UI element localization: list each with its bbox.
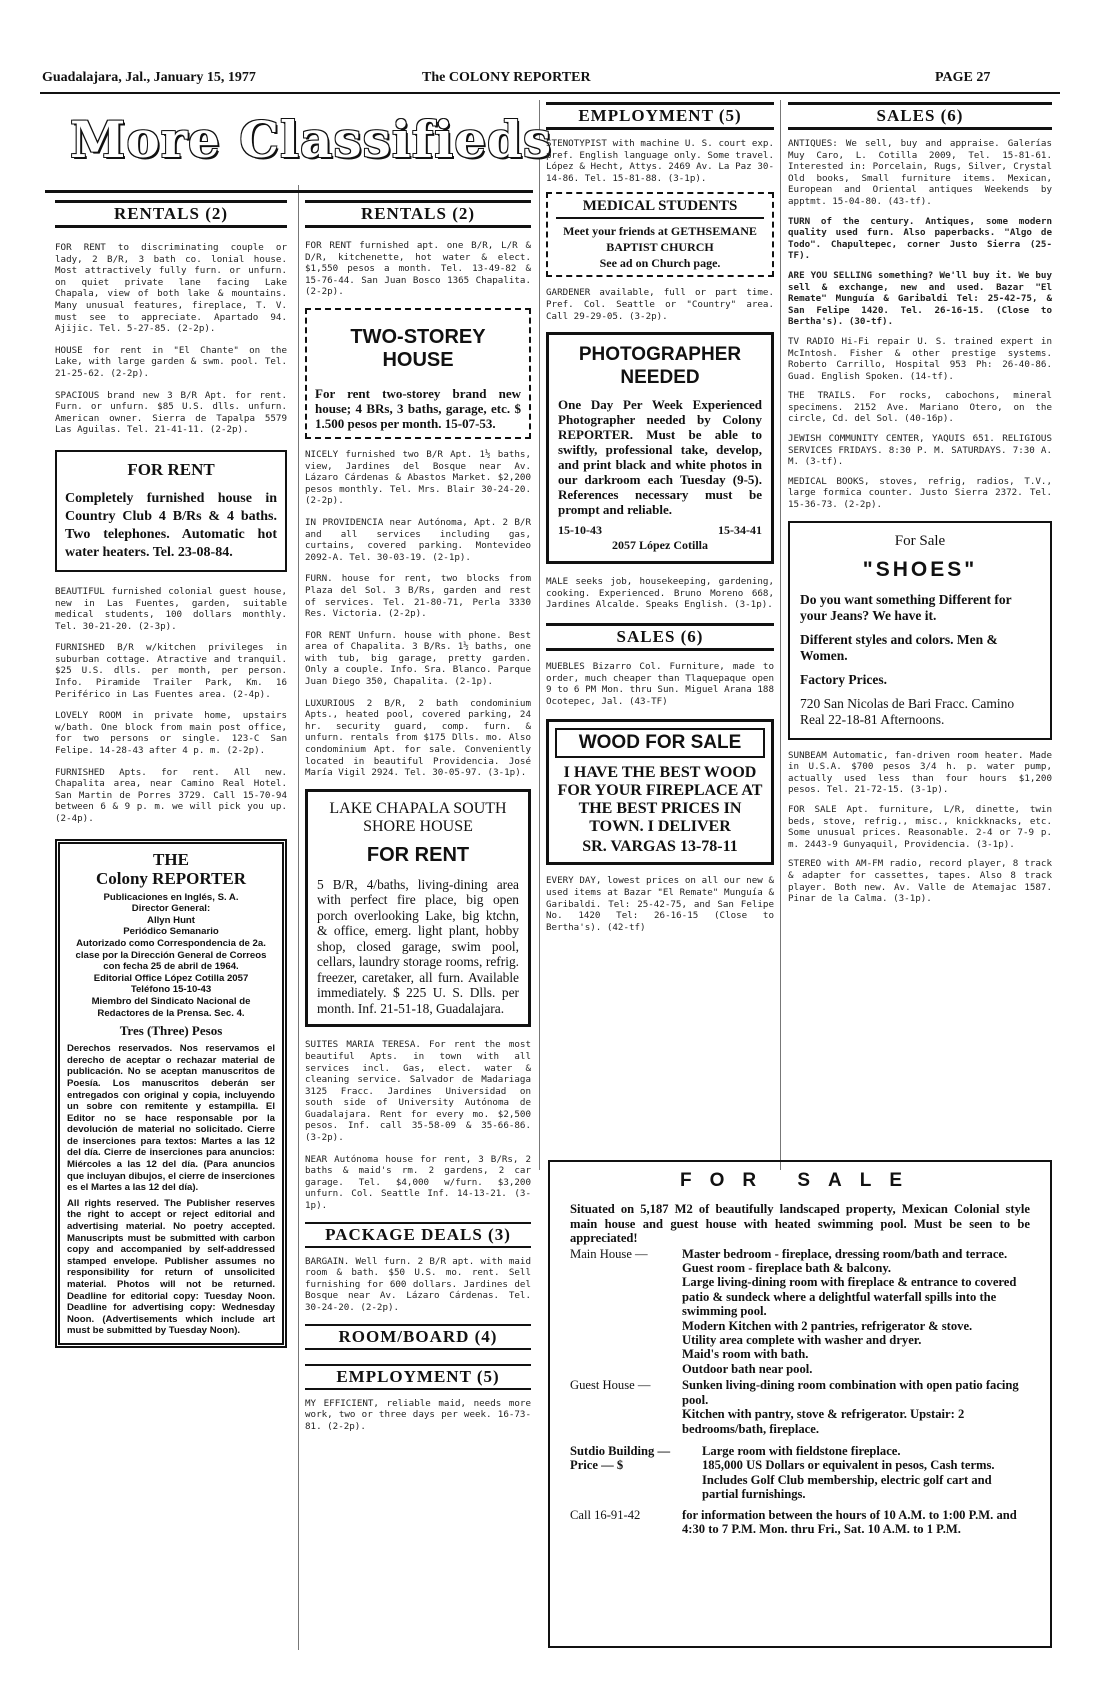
- medical-students-box: [546, 192, 774, 277]
- classified-ad: FOR SALE Apt. furniture, L/R, dinette, twin beds, stove, refrig., misc., knickknacks, etc. Some unusual prices. Reasonable. 2-4 or 7-9 p. m. 2443-9 Gunyaquil, Providencia. (3-1p).: [788, 804, 1052, 850]
- wood-title: WOOD FOR SALE: [555, 728, 765, 758]
- section-heading-rentals: RENTALS (2): [55, 200, 287, 228]
- classified-ad: BARGAIN. Well furn. 2 B/R apt. with maid room & bath. $50 U.S. mo. rent. Sell furnishing for 600 dollars. Jardines del Bosque near Av. Lázaro Cárdenas. Tel. 30-24-20. (2-2p).: [305, 1255, 531, 1313]
- photographer-body: One Day Per Week Experienced Photographer needed by Colony REPORTER. Must be able to swiftly, professional take, develop, and print black and white photos in our darkroom each Tuesday (9-5). References necessary must be prompt and reliable.: [558, 397, 762, 518]
- photographer-title: PHOTOGRAPHER NEEDED: [578, 344, 742, 389]
- classified-ad: THE TRAILS. For rocks, cabochons, mineral specimens. 2152 Ave. Mariano Otero, on the circle, Cd. del Sol. (40-16p).: [788, 390, 1052, 425]
- photographer-contact: [558, 523, 762, 538]
- studio-row: [570, 1444, 1030, 1458]
- shoes-text: Different styles and colors. Men & Women.: [800, 631, 998, 663]
- shoes-for-sale: For Sale: [894, 532, 946, 549]
- classified-ad: MY EFFICIENT, reliable maid, needs more work, two or three days per week. 16-73-81. (2-2p).: [305, 1397, 531, 1432]
- lake-chapala-subtitle: FOR RENT: [366, 843, 470, 866]
- medical-students-body: Meet your friends at GETHSEMANE BAPTIST CHURCH See ad on Church page.: [563, 224, 757, 271]
- section-heading-rentals: RENTALS (2): [305, 200, 531, 228]
- masthead-title: More Classifieds: [70, 110, 553, 169]
- classified-ad: JEWISH COMMUNITY CENTER, YAQUIS 651. RELIGIOUS SERVICES FRIDAYS. 8:30 P. M. SATURDAYS. 7:30 A. M. (3-tf).: [788, 433, 1052, 468]
- shoes-address: 720 San Nicolas de Bari Fracc. Camino Real 22-18-81 Afternoons.: [800, 695, 1015, 727]
- wood-signature: SR. VARGAS 13-78-11: [582, 838, 738, 856]
- section-heading-employment: EMPLOYMENT (5): [546, 102, 774, 130]
- shoes-text: Factory Prices.: [800, 671, 887, 687]
- classified-ad: SPACIOUS brand new 3 B/R Apt. for rent. Furn. or unfurn. $85 U.S. dlls. unfurn. American owner. Sierra de Tapalpa 5579 Las Aguilas. Tel. 21-41-11. (2-2p).: [55, 389, 287, 436]
- studio-label: Sutdio Building —: [570, 1443, 671, 1458]
- paper-name: The COLONY REPORTER: [422, 70, 591, 85]
- two-storey-title: TWO-STOREY HOUSE: [350, 325, 486, 371]
- shoes-title: "SHOES": [862, 557, 978, 581]
- property-intro: Situated on 5,187 M2 of beautifully landscaped property, Mexican Colonial style main house and guest house with heated swimming pool. Must be seen to be appreciated!: [570, 1202, 1030, 1246]
- main-house-label: Main House —: [570, 1246, 648, 1261]
- studio-text: Large room with fieldstone fireplace.: [702, 1443, 901, 1458]
- classified-ad: FURNISHED Apts. for rent. All new. Chapalita area, near Camino Real Hotel. San Martin de Porres 3729. Call 15-70-94 between 6 & 9 p. m. we will pick you up. (2-4p).: [55, 766, 287, 824]
- medical-students-title: MEDICAL STUDENTS: [556, 198, 764, 219]
- classified-ad: FOR RENT furnished apt. one B/R, L/R & D/R, kitchenette, hot water & elect. $1,550 pesos a month. Tel. 13-49-82 & 15-76-44. San Juan Bosco 1365 Chapalita. (2-2p).: [305, 240, 531, 298]
- for-rent-box: [55, 450, 287, 572]
- shoes-text: Do you want something Different for your Jeans? We have it.: [800, 591, 1012, 623]
- classified-ad: GARDENER available, full or part time. Pref. Col. Seattle or "Country" area. Call 29-29-05. (3-2p).: [546, 287, 774, 322]
- classified-ad: FOR RENT Unfurn. house with phone. Best area of Chapalita. 3 B/Rs. 1½ baths, one with tub, big garage, pretty garden. Only a couple. Info. Sra. Blanco. Parque Juan Diego 350, Chapalita. (2-1p).: [305, 629, 531, 688]
- section-heading-sales: SALES (6): [788, 102, 1052, 130]
- for-rent-title: FOR RENT: [127, 459, 215, 479]
- classified-ad: FURNISHED B/R w/kitchen privileges in suburban cottage. Atractive and tranquil. $25 U.S. dlls. per month, per person. Info. Piramide Trailer Park, Km. 16 Periférico in Las Fuentes area. (2-4p).: [55, 642, 287, 700]
- call-text: for information between the hours of 10 A.M. to 1:00 P.M. and 4:30 to 7 P.M. Mon. thru Fri., Sat. 10 A.M. to 1 P.M.: [682, 1507, 1017, 1536]
- property-for-sale-box: [548, 1160, 1052, 1648]
- classified-ad: LOVELY ROOM in private home, upstairs w/bath. One block from main post office, for two persons or single. 123-C San Felipe. 14-28-43 after 4 p. m. (2-2p).: [55, 710, 287, 757]
- photographer-tel: 15-34-41: [718, 523, 762, 538]
- guest-house-text: Sunken living-dining room combination with open patio facing pool. Kitchen with pantry, stove & refrigerator. Upstair: 2 bedrooms/bath, fireplace.: [682, 1378, 1019, 1436]
- wood-body: I HAVE THE BEST WOOD FOR YOUR FIREPLACE AT THE BEST PRICES IN TOWN. I DELIVER: [557, 764, 763, 836]
- classified-ad: MEDICAL BOOKS, stoves, refrig, radios, T.V., large formica counter. Justo Sierra 2372. Tel. 15-36-73. (2-2p).: [788, 475, 1052, 511]
- classified-ad: MALE seeks job, housekeeping, gardening, cooking. Experienced. Bruno Moreno 668, Jardines Alcalde. Speaks English. (3-1p).: [546, 576, 774, 611]
- two-storey-box: [305, 308, 531, 439]
- header-rule: [40, 92, 1060, 94]
- classified-ad: ANTIQUES: We sell, buy and appraise. Galerías Muy Caro, L. Cotilla 2009, Tel. 15-81-61. Interested in: Porcelain, Rugs, Silver, Crystal Old books, Small furniture items. Mexican, European and Oriental antiques Weekends by apptmt. 15-04-80. (43-tf).: [788, 138, 1052, 207]
- masthead-rule: [45, 190, 533, 193]
- classified-ad: NICELY furnished two B/R Apt. 1½ baths, view, Jardines del Bosque near Av. Lázaro Cárdenas & Abastos Market. $2,200 pesos monthly. Tel. Mrs. Blair 30-24-20. (2-2p).: [305, 448, 531, 507]
- classified-ad: SUNBEAM Automatic, fan-driven room heater. Made in U.S.A. $700 pesos 3/4 h. p. water pump, actually used less than four hours $1,200 pesos. Tel. 21-72-15. (3-1p).: [788, 749, 1052, 796]
- rights-spanish: Derechos reservados. Nos reservamos el derecho de aceptar o rechazar material de publicación. No se aceptan manuscritos de Poesía. Los manuscritos deberán ser entregados con original y copia, incluyendo un sobre con remitente y estampilla. El Editor no se hace responsable por la devolución de material no solicitado. Cierre de inserciones para textos: Martes a las 12 del día. Cierre de inserciones para anuncios: Miércoles a las 12 del día. (Para anuncios que incluyan dibujos, el cierre de inserciones es el Martes a las 12 del día).: [67, 1043, 275, 1194]
- column-3: [546, 102, 774, 933]
- column-4: [788, 102, 1052, 905]
- price-line: Tres (Three) Pesos: [119, 1023, 223, 1039]
- colony-reporter-title: THE Colony REPORTER: [95, 849, 247, 888]
- price-row: [570, 1458, 1030, 1501]
- wood-for-sale-box: [546, 719, 774, 865]
- classified-ad: EVERY DAY, lowest prices on all our new & used items at Bazar "El Remate" Munguía & Garibaldi. Tel: 25-42-75, and San Felipe No. 1420 Tel: 26-16-15 (Close to Bertha's). (42-tf): [546, 875, 774, 933]
- classified-ad: BEAUTIFUL furnished colonial guest house, new in Las Fuentes, garden, suitable medical students, 100 dollars monthly. Tel. 30-21-20. (2-3p).: [55, 585, 287, 632]
- classified-ad: IN PROVIDENCIA near Autónoma, Apt. 2 B/R and all services including gas, curtains, covered parking. Montevideo 2092-A. Tel. 30-03-19. (2-1p).: [305, 516, 531, 563]
- classified-ad: NEAR Autónoma house for rent, 3 B/Rs, 2 baths & maid's rm. 2 gardens, 2 car garage. Tel. $4,000 w/furn. $3,200 unfurn. Col. Seattle Inf. 14-13-21. (3-1p).: [305, 1153, 531, 1212]
- classified-ad: LUXURIOUS 2 B/R, 2 bath condominium Apts., heated pool, covered parking, 24 hr. security guard, comp. furn. & unfurn. rentals from $175 Dlls. mo. Also condominium Apt. for sale. Conveniently located in beautiful Providencia. José María Vigil 2924. Tel. 30-05-97. (3-1p).: [305, 697, 531, 779]
- column-1: [55, 200, 287, 1348]
- classified-ad: FOR RENT to discriminating couple or lady, 2 B/R, 3 bath co. lonial house. Most attractively fully furn. or unfurn. on quiet private lane facing Lake Chapala, view of both lake & mountains. Many unusual features, fireplace, T. V. must see to appreciate. Apartado 94. Ajijic. Tel. 5-27-85. (2-2p).: [55, 242, 287, 335]
- classified-ad: STENOTYPIST with machine U. S. court exp. pref. English language only. Some travel. López & Hecht, Attys. 2469 Av. La Paz 30-14-86. Tel. 15-81-88. (3-1p).: [546, 138, 774, 184]
- dateline: Guadalajara, Jal., January 15, 1977: [42, 70, 256, 85]
- call-row: [570, 1508, 1030, 1537]
- classified-ad: STEREO with AM-FM radio, record player, 8 track & adapter for cassettes, tapes. Also 8 track player. Both new. Av. Valle de Atemajac 1587. Pinar de la Calma. (3-1p).: [788, 858, 1052, 905]
- photographer-tel: 15-10-43: [558, 523, 602, 538]
- classified-ad: TV RADIO Hi-Fi repair U. S. trained expert in McIntosh. Fisher & other prestige systems. Roberto Carrillo, Hospital 953 Ph: 26-40-86. Guad. English Spoken. (14-tf).: [788, 335, 1052, 382]
- classified-ad: ARE YOU SELLING something? We'll buy it. We buy sell & exchange, new and used. Bazar "El Remate" Munguía & Garibaldi Tel: 25-42-75, & San Felipe 1420. Tel. 26-16-15. (Close to Bertha's). (30-tf).: [788, 269, 1052, 328]
- rights-english: All rights reserved. The Publisher reserves the right to accept or reject editorial and advertising material. No poetry accepted. Manuscripts must be submitted with carbon copy and accompanied by self-addressed stamped envelope. Publisher assumes no responsibility for return of unsolicited material. Photos will not be returned. Deadline for editorial copy: Tuesday Noon. Deadline for advertising copy: Wednesday Noon. (Advertisements which include art must be submitted by Tuesday Noon).: [67, 1197, 275, 1337]
- lake-chapala-body: 5 B/R, 4/baths, living-dining area with perfect fire place, big open porch overlooking Lake, big ktchn, & office, emerg. light plant, hobby shop, closed garage, swim pool, cellars, laundry storage rooms, refrig. freezer, caretaker, all furn. Available immediately. $ 225 U. S. Dlls. per month. Inf. 21-51-18, Guadalajara.: [317, 876, 519, 1016]
- section-heading-package-deals: PACKAGE DEALS (3): [305, 1222, 531, 1248]
- column-divider: [780, 100, 781, 1170]
- classified-ad: HOUSE for rent in "El Chante" on the Lake, with large garden & swm. pool. Tel. 21-25-62. (2-2p).: [55, 344, 287, 379]
- photographer-box: [546, 332, 774, 564]
- classified-ad: MUEBLES Bizarro Col. Furniture, made to order, much cheaper than Tlaquepaque open 9 to 6 PM Mon. thru Sun. Miguel Arana 188 Ocotepec, Jal. (43-TF): [546, 660, 774, 707]
- guest-house-label: Guest House —: [570, 1378, 651, 1393]
- lake-chapala-title: LAKE CHAPALA SOUTH SHORE HOUSE: [329, 799, 507, 835]
- price-text: 185,000 US Dollars or equivalent in pesos, Cash terms. Includes Golf Club membership, electric golf cart and partial furnishings.: [702, 1458, 995, 1502]
- lake-chapala-box: [305, 789, 531, 1028]
- property-title: FOR SALE: [679, 1170, 921, 1191]
- main-house-row: [570, 1247, 1030, 1377]
- classified-ad: TURN of the century. Antiques, some modern quality used furn. Also paperbacks. "Algo de Todo". Chapultepec, corner Justo Sierra (25-TF).: [788, 215, 1052, 262]
- photographer-address: 2057 López Cotilla: [612, 538, 708, 553]
- guest-house-row: [570, 1378, 1030, 1436]
- price-label: Price — $: [570, 1458, 624, 1473]
- column-divider: [539, 100, 540, 1170]
- call-label: Call 16-91-42: [570, 1507, 641, 1522]
- masthead-box: [55, 839, 287, 1348]
- main-house-text: Master bedroom - fireplace, dressing room/bath and terrace. Guest room - fireplace bath & balcony. Large living-dining room with fireplace & entrance to covered patio & sundeck where a delightful waterfall spills into the swimming pool. Modern Kitchen with 2 pantries, refrigerator & stove. Utility area complete with washer and dryer. Maid's room with bath. Outdoor bath near pool.: [682, 1246, 1017, 1376]
- publisher-info: Publicaciones en Inglés, S. A. Director General: Allyn Hunt Periódico Semanario Autorizado como Correspondencia de 2a. clase por la Dirección General de Correos con fecha 25 de abril de 1964. Editorial Office López Cotilla 2057 Teléfono 15-10-43 Miembro del Sindicato Nacional de Redactores de la Prensa. Sec. 4.: [75, 891, 267, 1019]
- for-rent-body: Completely furnished house in Country Club 4 B/Rs & 4 baths. Two telephones. Automatic hot water heaters. Tel. 23-08-84.: [65, 490, 277, 560]
- two-storey-body: For rent two-storey brand new house; 4 BRs, 3 baths, garage, etc. $ 1.500 pesos per month. 15-07-53.: [315, 385, 521, 431]
- section-heading-employment: EMPLOYMENT (5): [305, 1364, 531, 1390]
- classified-ad: SUITES MARIA TERESA. For rent the most beautiful Apts. in town with all services incl. Gas, elect. water & cleaning service. Salvador de Madariaga 3125 Fracc. Jardines Universidad on south side of University Autónoma de Guadalajara. Rent for every mo. $2,500 pesos. Inf. call 35-58-09 & 35-66-86. (3-2p).: [305, 1039, 531, 1144]
- column-divider: [298, 185, 299, 1650]
- section-heading-room-board: ROOM/BOARD (4): [305, 1324, 531, 1350]
- page-number: PAGE 27: [935, 70, 991, 85]
- column-2: [305, 200, 531, 1432]
- shoes-box: [788, 521, 1052, 740]
- section-heading-sales: SALES (6): [546, 623, 774, 651]
- classified-ad: FURN. house for rent, two blocks from Plaza del Sol. 3 B/Rs, garden and rest of services. Tel. 21-80-71, Perla 3330 Res. Victoria. (2-2p).: [305, 573, 531, 620]
